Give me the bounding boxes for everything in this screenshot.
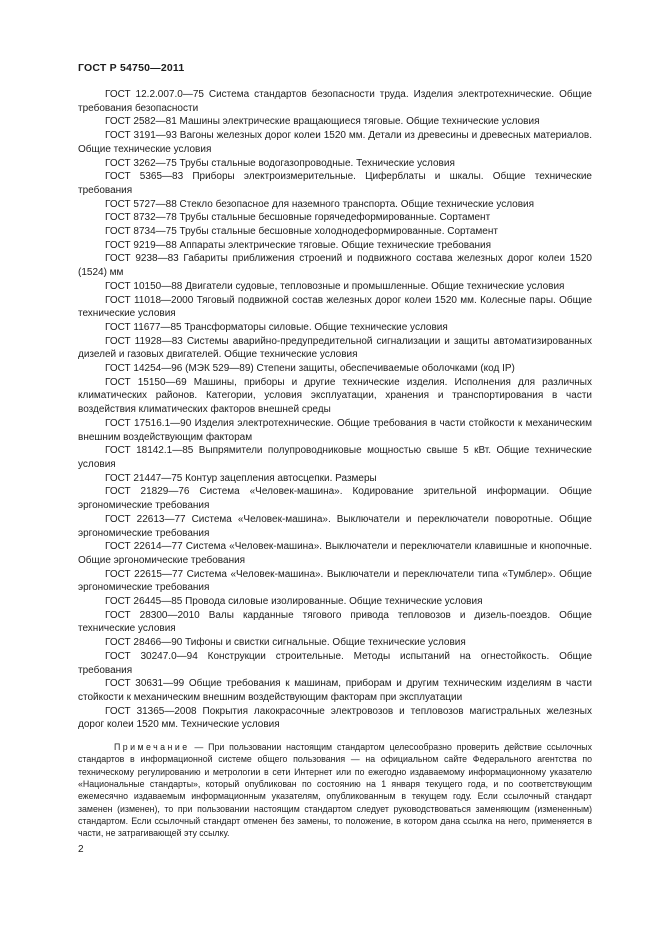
page-number: 2 bbox=[78, 844, 84, 855]
standard-entry: ГОСТ 11928—83 Системы аварийно-предупредительной сигнализации и защиты автоматизированных дизелей и газовых двигателей. Общие технические условия bbox=[78, 335, 592, 361]
note-label: Примечание bbox=[114, 742, 190, 753]
standard-entry: ГОСТ 9238—83 Габариты приближения строений и подвижного состава железных дорог колеи 1520 (1524) мм bbox=[78, 253, 592, 279]
standard-entry: ГОСТ 26445—85 Провода силовые изолированные. Общие технические условия bbox=[105, 596, 483, 608]
standard-entry: ГОСТ 17516.1—90 Изделия электротехнические. Общие требования в части стойкости к механическим внешним воздействующим факторам bbox=[78, 417, 592, 443]
standard-entry: ГОСТ 21447—75 Контур зацепления автосцепки. Размеры bbox=[105, 472, 377, 484]
reference-note bbox=[78, 741, 592, 839]
standard-entry: ГОСТ 11677—85 Трансформаторы силовые. Общие технические условия bbox=[105, 321, 448, 333]
standard-entry: ГОСТ 9219—88 Аппараты электрические тяговые. Общие технические требования bbox=[105, 239, 492, 251]
standard-entry: ГОСТ 22613—77 Система «Человек-машина». Выключатели и переключатели поворотные. Общие эргономические требования bbox=[78, 513, 592, 539]
standard-entry: ГОСТ 8732—78 Трубы стальные бесшовные горячедеформированные. Сортамент bbox=[105, 212, 491, 224]
standard-entry: ГОСТ 5727—88 Стекло безопасное для наземного транспорта. Общие технические условия bbox=[105, 198, 535, 210]
standard-entry: ГОСТ 18142.1—85 Выпрямители полупроводниковые мощностью свыше 5 кВт. Общие технические условия bbox=[78, 445, 592, 470]
standards-list bbox=[78, 88, 592, 732]
standard-entry: ГОСТ 22615—77 Система «Человек-машина». Выключатели и переключатели типа «Тумблер». Общие эргономические требования bbox=[78, 568, 592, 594]
standard-entry: ГОСТ 15150—69 Машины, приборы и другие технические изделия. Исполнения для различных климатических районов. Категории, условия эксплуатации, хранения и транспортирования в части воздействия климатических факторов внешней среды bbox=[78, 376, 592, 416]
standard-entry: ГОСТ 28466—90 Тифоны и свистки сигнальные. Общие технические условия bbox=[105, 637, 466, 649]
standard-entry: ГОСТ 14254—96 (МЭК 529—89) Степени защиты, обеспечиваемые оболочками (код IP) bbox=[105, 363, 515, 375]
standard-entry: ГОСТ 10150—88 Двигатели судовые, тепловозные и промышленные. Общие технические условия bbox=[105, 280, 565, 292]
standard-entry: ГОСТ 28300—2010 Валы карданные тягового привода тепловозов и дизель-поездов. Общие технические условия bbox=[78, 609, 592, 635]
standard-entry: ГОСТ 3191—93 Вагоны железных дорог колеи 1520 мм. Детали из древесины и древесных материалов. Общие технические условия bbox=[78, 130, 592, 155]
standard-entry: ГОСТ 3262—75 Трубы стальные водогазопроводные. Технические условия bbox=[105, 157, 455, 169]
standard-entry: ГОСТ 2582—81 Машины электрические вращающиеся тяговые. Общие технические условия bbox=[105, 116, 540, 128]
standard-entry: ГОСТ 12.2.007.0—75 Система стандартов безопасности труда. Изделия электротехнические. Общие требования безопасности bbox=[78, 89, 592, 114]
standard-entry: ГОСТ 30247.0—94 Конструкции строительные. Методы испытаний на огнестойкость. Общие требования bbox=[78, 650, 592, 676]
standard-entry: ГОСТ 22614—77 Система «Человек-машина». Выключатели и переключатели клавишные и кнопочные. Общие эргономические требования bbox=[78, 541, 592, 566]
standard-entry: ГОСТ 8734—75 Трубы стальные бесшовные холоднодеформированные. Сортамент bbox=[105, 226, 498, 238]
standard-entry: ГОСТ 30631—99 Общие требования к машинам, приборам и другим техническим изделиям в части стойкости к механическим внешним воздействующим факторам при эксплуатации bbox=[78, 678, 592, 703]
standard-entry: ГОСТ 11018—2000 Тяговый подвижной состав железных дорог колеи 1520 мм. Колесные пары. Общие технические условия bbox=[78, 294, 592, 320]
standard-entry: ГОСТ 5365—83 Приборы электроизмерительные. Циферблаты и шкалы. Общие технические требования bbox=[78, 171, 592, 196]
standard-entry: ГОСТ 21829—76 Система «Человек-машина». Кодирование зрительной информации. Общие эргономические требования bbox=[78, 486, 592, 512]
document-header: ГОСТ Р 54750—2011 bbox=[78, 62, 185, 74]
note-text: — При пользовании настоящим стандартом целесообразно проверить действие ссылочных стандартов в информационной системе общего пользования — на официальном сайте Федерального агентства по техническому регулированию и метрологии в сети Интернет или по ежегодно издаваемому информационному указателю «Национальные стандарты», который опубликован по состоянию на 1 января текущего года, и по соответствующим ежемесячно издаваемым информационным указателям, опубликованным в текущем году. Если ссылочный стандарт заменен (изменен), то при пользовании настоящим стандартом следует руководствоваться заменяющим (измененным) стандартом. Если ссылочный стандарт отменен без замены, то положение, в котором дана ссылка на него, применяется в части, не затрагивающей эту ссылку. bbox=[78, 742, 593, 839]
standard-entry: ГОСТ 31365—2008 Покрытия лакокрасочные электровозов и тепловозов магистральных железных дорог колеи 1520 мм. Технические условия bbox=[78, 705, 592, 731]
page-content bbox=[78, 88, 592, 839]
